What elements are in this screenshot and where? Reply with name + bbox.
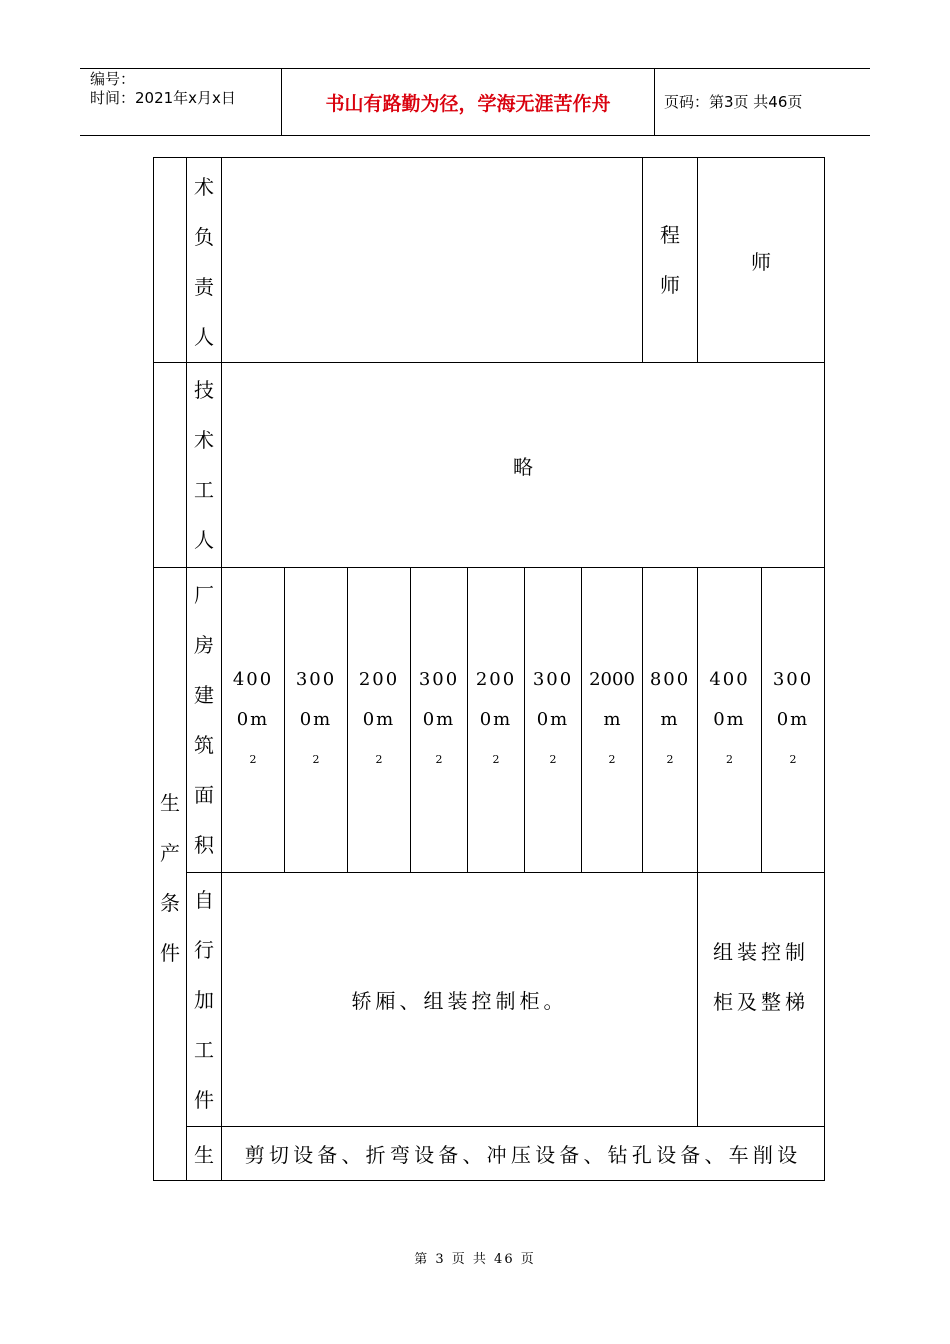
row-label-cell bbox=[187, 568, 222, 873]
content-cell bbox=[698, 873, 825, 1127]
area-unit-sup: 2 bbox=[608, 753, 616, 766]
area-unit-sup: 2 bbox=[312, 753, 320, 766]
area-value: 300 bbox=[772, 669, 814, 690]
cell-text: 略 bbox=[513, 454, 533, 479]
page-footer: 第 3 页 共 46 页 bbox=[414, 1252, 536, 1267]
area-cell bbox=[525, 568, 582, 873]
empty-cell bbox=[154, 158, 187, 363]
area-unit: 0m bbox=[713, 709, 746, 730]
area-value: 300 bbox=[418, 669, 460, 690]
area-cell bbox=[582, 568, 643, 873]
area-unit: 0m bbox=[236, 709, 270, 730]
row-label: 技术工人 bbox=[194, 378, 214, 552]
area-unit: 0m bbox=[776, 709, 810, 730]
content-cell bbox=[222, 158, 643, 363]
section-label: 生产条件 bbox=[160, 791, 180, 965]
area-unit: 0m bbox=[536, 709, 570, 730]
table-row bbox=[154, 363, 825, 568]
area-unit: 0m bbox=[299, 709, 333, 730]
row-label-cell bbox=[187, 1127, 222, 1181]
row-label-cell bbox=[187, 363, 222, 568]
area-unit: 0m bbox=[362, 709, 396, 730]
area-cell bbox=[348, 568, 411, 873]
area-cell bbox=[698, 568, 762, 873]
area-cell bbox=[468, 568, 525, 873]
document-time-label: 时间：2021年x月x日 bbox=[90, 89, 236, 107]
cell-text: 程师 bbox=[660, 223, 680, 297]
area-cell bbox=[222, 568, 285, 873]
table-row bbox=[154, 568, 825, 873]
area-cell bbox=[411, 568, 468, 873]
area-unit-sup: 2 bbox=[249, 753, 257, 766]
header-page-label: 页码：第3页 共46页 bbox=[664, 93, 803, 111]
area-value: 400 bbox=[232, 669, 274, 690]
cell-text-line: 柜及整梯 bbox=[713, 989, 809, 1014]
table-row bbox=[154, 158, 825, 363]
area-unit-sup: 2 bbox=[726, 753, 733, 766]
area-unit-sup: 2 bbox=[375, 753, 383, 766]
area-unit-sup: 2 bbox=[435, 753, 443, 766]
area-unit: m bbox=[603, 709, 621, 730]
area-unit-sup: 2 bbox=[492, 753, 500, 766]
production-info-table bbox=[153, 157, 825, 1181]
row-label: 自行加工件 bbox=[194, 887, 214, 1112]
area-unit: 0m bbox=[422, 709, 456, 730]
cell-text: 剪切设备、折弯设备、冲压设备、钻孔设备、车削设 bbox=[244, 1143, 802, 1167]
content-cell bbox=[698, 158, 825, 363]
row-label-cell bbox=[187, 873, 222, 1127]
area-value: 400 bbox=[709, 669, 750, 690]
section-label-cell bbox=[154, 568, 187, 1181]
row-label: 厂房建筑面积 bbox=[194, 583, 214, 857]
header-meta bbox=[90, 70, 236, 108]
area-cell bbox=[643, 568, 698, 873]
content-cell bbox=[222, 363, 825, 568]
cell-text-line: 组装控制 bbox=[713, 939, 809, 964]
empty-cell bbox=[154, 363, 187, 568]
table-row bbox=[154, 873, 825, 1127]
area-unit: m bbox=[660, 709, 680, 730]
header-motto: 书山有路勤为径，学海无涯苦作舟 bbox=[325, 93, 611, 115]
area-unit: 0m bbox=[479, 709, 513, 730]
document-number-label: 编号： bbox=[90, 70, 136, 88]
area-unit-sup: 2 bbox=[666, 753, 674, 766]
area-cell bbox=[762, 568, 825, 873]
row-label-cell bbox=[187, 158, 222, 363]
cell-text: 师 bbox=[751, 249, 771, 274]
area-value: 800 bbox=[649, 669, 691, 690]
area-unit-sup: 2 bbox=[549, 753, 557, 766]
row-label: 术负责人 bbox=[194, 174, 214, 349]
area-value: 300 bbox=[532, 669, 574, 690]
cell-text: 轿厢、组装控制柜。 bbox=[351, 989, 568, 1013]
area-cell bbox=[285, 568, 348, 873]
area-value: 300 bbox=[295, 669, 337, 690]
area-value: 2000 bbox=[589, 669, 635, 690]
header-divider bbox=[654, 69, 655, 136]
content-cell bbox=[222, 1127, 825, 1181]
area-value: 200 bbox=[358, 669, 400, 690]
row-label: 生 bbox=[194, 1143, 214, 1167]
area-unit-sup: 2 bbox=[789, 753, 797, 766]
content-cell bbox=[222, 873, 698, 1127]
table-row bbox=[154, 1127, 825, 1181]
area-value: 200 bbox=[475, 669, 517, 690]
content-cell bbox=[643, 158, 698, 363]
